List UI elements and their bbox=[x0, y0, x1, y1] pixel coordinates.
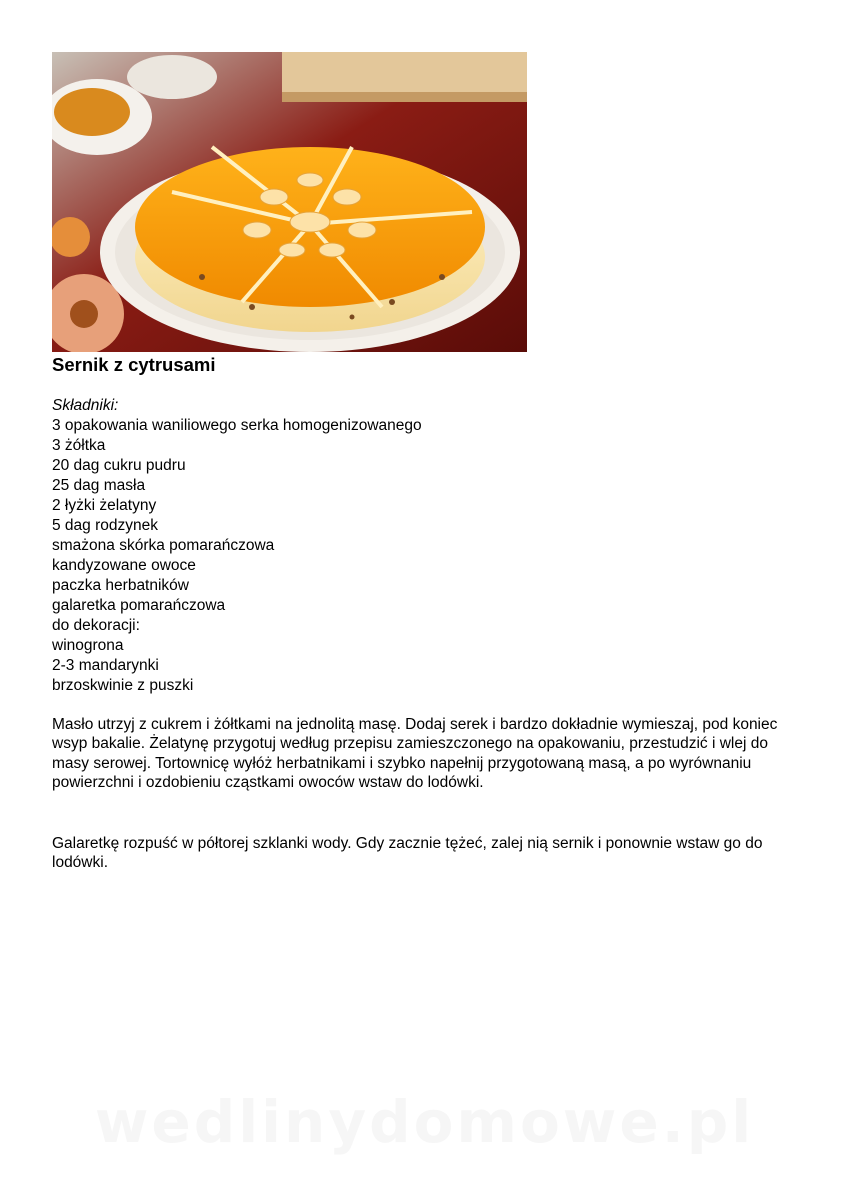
instructions-paragraph-1: Masło utrzyj z cukrem i żółtkami na jednolitą masę. Dodaj serek i bardzo dokładnie wymieszaj, pod koniec wsyp bakalie. Żelatynę przygotuj według przepisu zamieszczonego na opakowaniu, przestudzić i wlej do masy serowej. Tortownicę wyłóż herbatnikami i szybko napełnij przygotowaną masą, a po wyrównaniu powierzchni i ozdobieniu cząstkami owoców wstaw do lodówki. bbox=[52, 716, 778, 792]
ingredient-item: galaretka pomarańczowa bbox=[52, 597, 226, 614]
ingredient-item: brzoskwinie z puszki bbox=[52, 677, 194, 694]
ingredient-item: 2-3 mandarynki bbox=[52, 657, 159, 674]
ingredients-list bbox=[52, 416, 422, 696]
watermark: wedlinydomowe.pl bbox=[94, 1088, 755, 1156]
ingredient-item: 20 dag cukru pudru bbox=[52, 457, 186, 474]
cheesecake-photo bbox=[52, 52, 527, 352]
ingredient-item: 3 żółtka bbox=[52, 437, 106, 454]
ingredient-item: paczka herbatników bbox=[52, 577, 189, 594]
ingredients-section bbox=[52, 396, 422, 696]
ingredient-item: 3 opakowania waniliowego serka homogenizowanego bbox=[52, 417, 422, 434]
ingredient-item: kandyzowane owoce bbox=[52, 557, 196, 574]
ingredient-item: smażona skórka pomarańczowa bbox=[52, 537, 275, 554]
ingredient-item: do dekoracji: bbox=[52, 617, 140, 634]
ingredient-item: 2 łyżki żelatyny bbox=[52, 497, 157, 514]
instructions-paragraph-2: Galaretkę rozpuść w półtorej szklanki wody. Gdy zacznie tężeć, zalej nią sernik i ponownie wstaw go do lodówki. bbox=[52, 835, 763, 872]
ingredients-label: Składniki: bbox=[52, 397, 119, 414]
ingredient-item: winogrona bbox=[52, 637, 124, 654]
ingredient-item: 25 dag masła bbox=[52, 477, 146, 494]
cheesecake-illustration bbox=[52, 52, 527, 352]
recipe-title: Sernik z cytrusami bbox=[52, 354, 216, 375]
ingredient-item: 5 dag rodzynek bbox=[52, 517, 158, 534]
